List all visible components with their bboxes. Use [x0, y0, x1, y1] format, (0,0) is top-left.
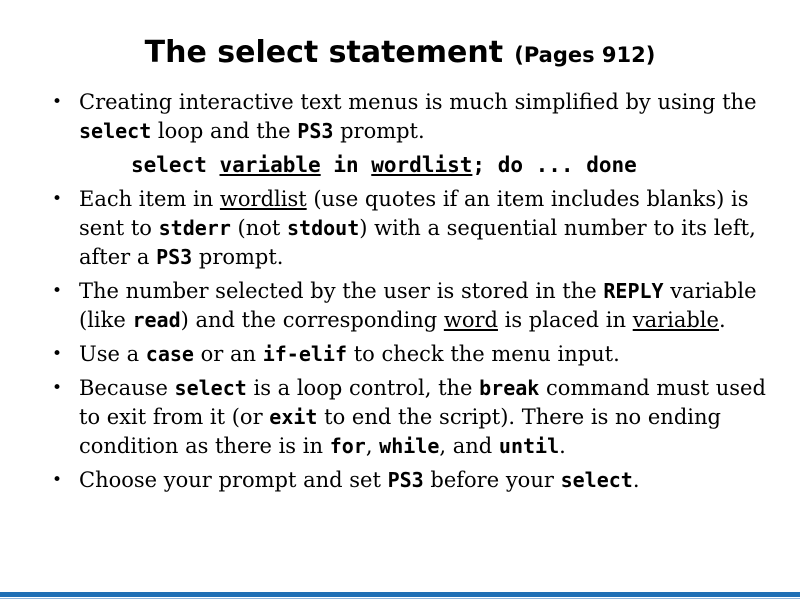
bullet-text: prompt.: [333, 119, 425, 143]
bullet-text: to end the script). There is no ending condition as there is in: [79, 405, 721, 458]
code-keyword: select: [174, 376, 247, 400]
footer-line: [0, 598, 800, 599]
bullet-text: Creating interactive text menus is much simplified by using the: [79, 90, 757, 114]
bullet-item: [52, 374, 772, 461]
syntax-keyword: select: [131, 153, 220, 177]
bullet-text: .: [718, 308, 726, 332]
syntax-wordlist: wordlist: [371, 153, 473, 177]
bullet-text: Choose your prompt and set: [79, 468, 388, 492]
bullet-text: or an: [193, 342, 263, 366]
syntax-keyword: ; do ... done: [472, 153, 637, 177]
code-keyword: read: [132, 308, 181, 332]
code-keyword: select: [79, 119, 152, 143]
bullet-item: [52, 466, 772, 495]
footer-bar: [0, 592, 800, 597]
slide-title-pages: (Pages 912): [514, 43, 656, 67]
bullet-item: [52, 340, 772, 369]
code-keyword: break: [479, 376, 540, 400]
bullet-text: .: [559, 434, 566, 458]
slide-content: [52, 88, 772, 500]
bullet-item: [52, 185, 772, 272]
code-keyword: for: [329, 434, 366, 458]
underlined-term: word: [443, 308, 498, 332]
bullet-text: .: [632, 468, 640, 492]
bullet-text: Use a: [79, 342, 146, 366]
bullet-text: to check the menu input.: [347, 342, 620, 366]
syntax-keyword: in: [320, 153, 372, 177]
bullet-text: is placed in: [497, 308, 633, 332]
syntax-variable: variable: [219, 153, 321, 177]
bullet-item: [52, 277, 772, 335]
bullet-text: (use quotes if an item includes blanks) is sent to: [79, 187, 749, 240]
bullet-dot-icon: •: [52, 281, 63, 301]
slide-title: [0, 32, 800, 70]
code-keyword: until: [498, 434, 560, 458]
bullet-dot-icon: •: [52, 92, 63, 112]
bullet-text: Each item in: [79, 187, 220, 211]
code-keyword: REPLY: [603, 279, 664, 303]
code-keyword: while: [379, 434, 440, 458]
code-keyword: select: [560, 468, 633, 492]
bullet-dot-icon: •: [52, 378, 63, 398]
bullet-text: is a loop control, the: [246, 376, 480, 400]
underlined-term: variable: [632, 308, 719, 332]
bullet-dot-icon: •: [52, 189, 63, 209]
bullet-text: Because: [79, 376, 175, 400]
code-keyword: stderr: [158, 216, 231, 240]
code-keyword: PS3: [387, 468, 424, 492]
bullet-text: (not: [230, 216, 288, 240]
bullet-dot-icon: •: [52, 344, 63, 364]
bullet-text: The number selected by the user is stored in the: [79, 279, 604, 303]
bullet-text: prompt.: [192, 245, 284, 269]
code-keyword: if-elif: [262, 342, 348, 366]
bullet-text: before your: [423, 468, 561, 492]
bullet-text: ) and the corresponding: [180, 308, 444, 332]
bullet-text: , and: [439, 434, 499, 458]
bullet-text: loop and the: [151, 119, 298, 143]
bullet-item: [52, 88, 772, 146]
underlined-term: wordlist: [219, 187, 307, 211]
code-keyword: PS3: [297, 119, 334, 143]
code-keyword: case: [145, 342, 194, 366]
bullet-text: ,: [365, 434, 380, 458]
bullet-text: command must used to exit from it (or: [79, 376, 766, 429]
bullet-dot-icon: •: [52, 470, 63, 490]
syntax-line: [52, 151, 772, 179]
bullet-text: variable (like: [79, 279, 757, 332]
slide-title-main: The select statement: [144, 35, 504, 70]
bullet-text: ) with a sequential number to its left, after a: [79, 216, 756, 269]
code-keyword: stdout: [287, 216, 360, 240]
code-keyword: PS3: [156, 245, 193, 269]
code-keyword: exit: [269, 405, 318, 429]
